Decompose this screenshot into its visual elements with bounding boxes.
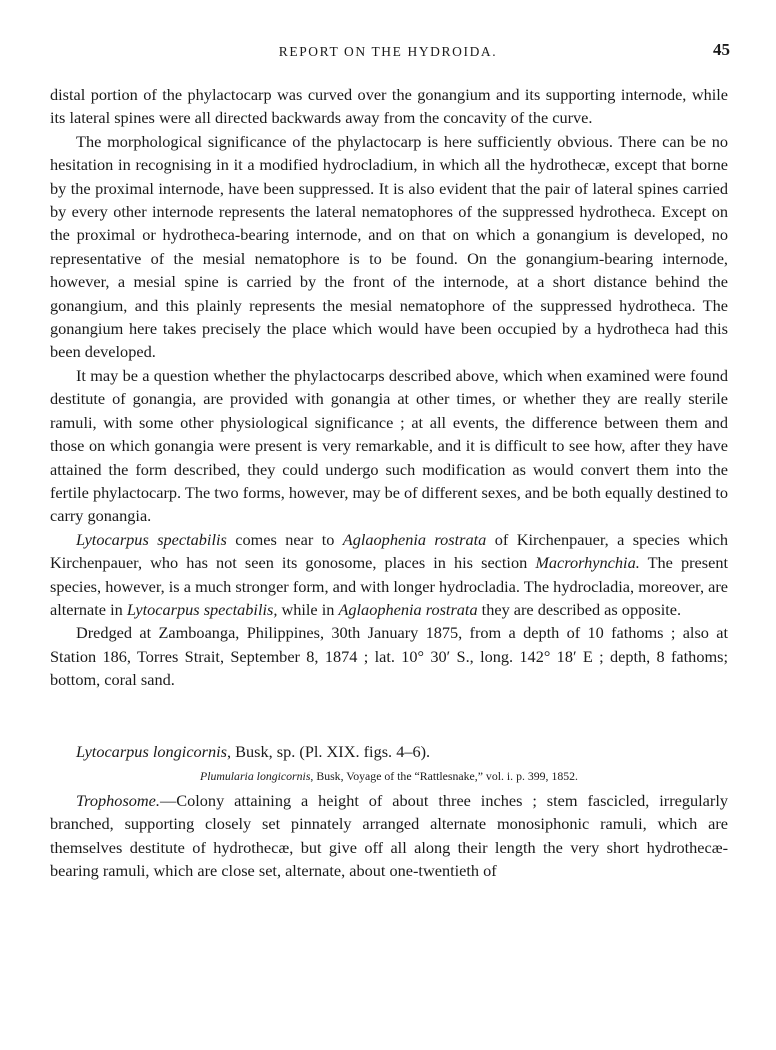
running-head [0,40,776,64]
species-name: Lytocarpus spectabilis, [126,599,278,619]
synonym-reference: , Busk, Voyage of the “Rattlesnake,” vol. i. p. 399, 1852. [310,768,578,783]
paragraph-1: distal portion of the phylactocarp was curved over the gonangium and its supporting internode, while its lateral spines were all directed backwards away from the concavity of the curve. [50,85,728,128]
paragraph-2: The morphological significance of the phylactocarp is here sufficiently obvious. There can be no hesitation in recognising in it a modified hydrocladium, in which all the hydrothecæ, except that borne by the proximal internode, have been suppressed. It is also evident that the pair of lateral spines carried by every other internode represents the lateral nematophores of the suppressed hydrotheca. Except on the proximal or hydrotheca-bearing internode, and on that on which a gonangium is developed, no representative of the mesial nematophore is to be found. On the gonangium-bearing internode, however, a mesial spine is carried by the front of the internode, at a short distance behind the gonangium, and this plainly represents the mesial nematophore of the suppressed hydrotheca. The gonangium here takes precisely the place which would have been occupied by a hydrotheca had this been developed. [50,131,728,362]
species-heading-rest: , Busk, sp. (Pl. XIX. figs. 4–6). [227,741,431,761]
body-text [50,83,728,883]
running-title: REPORT ON THE HYDROIDA. [278,44,498,59]
species-name: Aglaophenia rostrata [338,599,478,619]
paragraph-trophosome [50,789,728,883]
section-name: Macrorhynchia. [535,553,640,573]
species-heading [50,740,728,763]
paragraph-4: Lytocarpus spectabilis comes near to Aglaophenia rostrata of Kirchenpauer, a species which Kirchenpauer, who has not seen its gonosome, places in his section Macrorhynchia. The present species, however, is a much stronger form, and with longer hydrocladia. The hydrocladia, moreover, are alternate in Lytocarpus spectabilis, while in Aglaophenia rostrata they are described as opposite. [50,529,728,619]
trophosome-text: —Colony attaining a height of about three inches ; stem fascicled, irregularly branched, supporting closely set pinnately arranged alternate monosiphonic ramuli, which are themselves destitute of hydrothecæ, but give off all along their length the very short hydrothecæ-bearing ramuli, which are close set, alternate, about one-twentieth of [50,790,728,881]
species-heading-name: Lytocarpus longicornis [76,741,228,761]
paragraph-3: It may be a question whether the phylactocarps described above, which when examined were found destitute of gonangia, are provided with gonangia at other times, or whether they are really sterile ramuli, with some other physiological significance ; at all events, the difference between them and those on which gonangia were present is very remarkable, and it is difficult to see how, after they have attained the form described, they could undergo such modification as would convert them into the fertile phylactocarp. The two forms, however, may be of different sexes, and be both equally destined to carry gonangia. [50,365,728,526]
synonymy-line [50,767,728,785]
page-number: 45 [713,40,730,59]
species-name: Lytocarpus spectabilis [76,529,227,549]
trophosome-label: Trophosome. [76,790,160,810]
species-name: Aglaophenia rostrata [342,529,487,549]
paragraph-5: Dredged at Zamboanga, Philippines, 30th January 1875, from a depth of 10 fathoms ; also at Station 186, Torres Strait, September 8, 1874 ; lat. 10° 30′ S., long. 142° 18′ E ; depth, 8 fathoms; bottom, coral sand. [50,623,728,690]
synonym-name: Plumularia longicornis [199,768,311,783]
